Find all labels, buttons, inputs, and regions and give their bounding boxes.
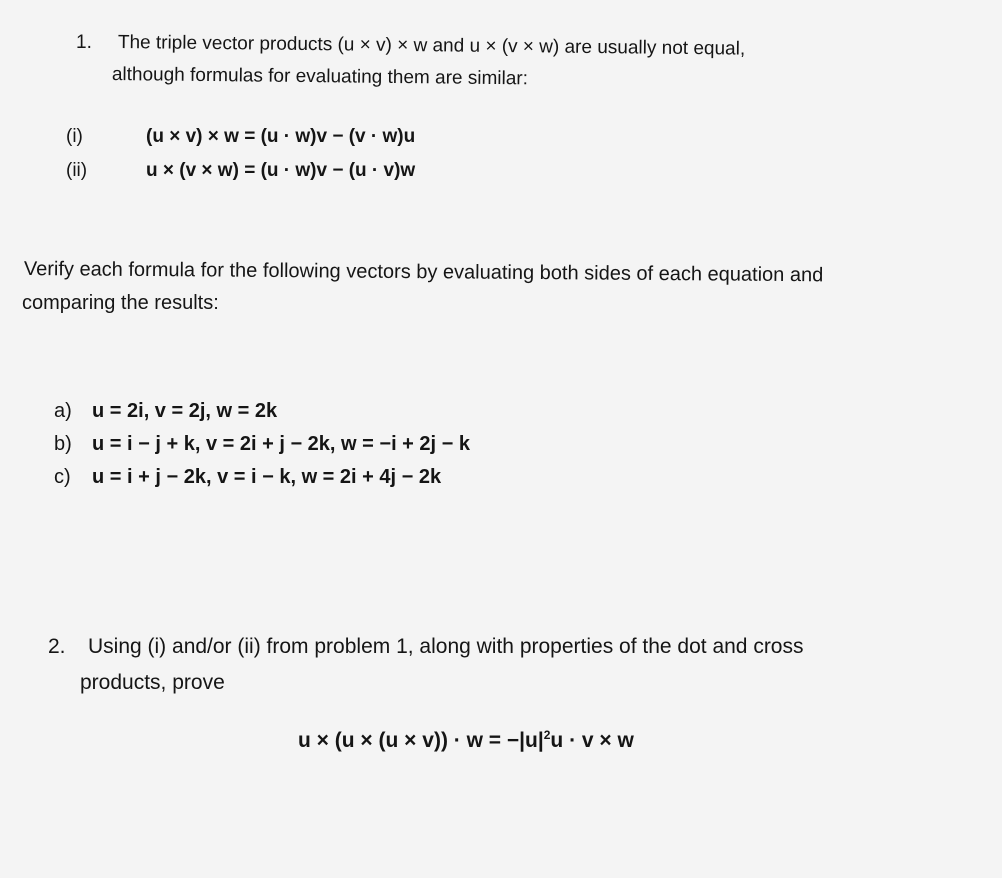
problem-1-intro-line1: The triple vector products (u × v) × w and u × (v × w) are usually not equal,	[117, 32, 746, 60]
verify-line2: comparing the results:	[22, 292, 219, 314]
part-a-vectors: u = 2i, v = 2j, w = 2k	[92, 400, 278, 422]
equation-rhs: u · v × w	[550, 729, 634, 752]
problem-2-equation	[298, 728, 634, 753]
part-b-vectors: u = i − j + k, v = 2i + j − 2k, w = −i + 2j − k	[92, 433, 471, 455]
problem-2-number: 2.	[48, 635, 66, 658]
verify-line1: Verify each formula for the following vectors by evaluating both sides of each equation and	[23, 258, 824, 287]
equation-exponent: 2	[543, 728, 551, 742]
problem-2-line2: products, prove	[80, 671, 225, 694]
problem-1-number: 1.	[76, 32, 92, 53]
equation-lhs: u × (u × (u × v)) · w = −|u|	[298, 729, 544, 752]
formula-i-label: (i)	[66, 126, 83, 147]
problem-1-intro-line2: although formulas for evaluating them are similar:	[111, 64, 529, 90]
part-c-label: c)	[54, 466, 71, 488]
part-c-vectors: u = i + j − 2k, v = i − k, w = 2i + 4j − 2k	[92, 466, 442, 488]
part-a-label: a)	[54, 400, 72, 422]
formula-ii-label: (ii)	[66, 160, 88, 181]
part-b-label: b)	[54, 433, 72, 455]
formula-ii: u × (v × w) = (u · w)v − (u · v)w	[146, 160, 416, 181]
problem-2-line1: Using (i) and/or (ii) from problem 1, along with properties of the dot and cross	[88, 635, 804, 658]
formula-i: (u × v) × w = (u · w)v − (v · w)u	[146, 126, 416, 147]
